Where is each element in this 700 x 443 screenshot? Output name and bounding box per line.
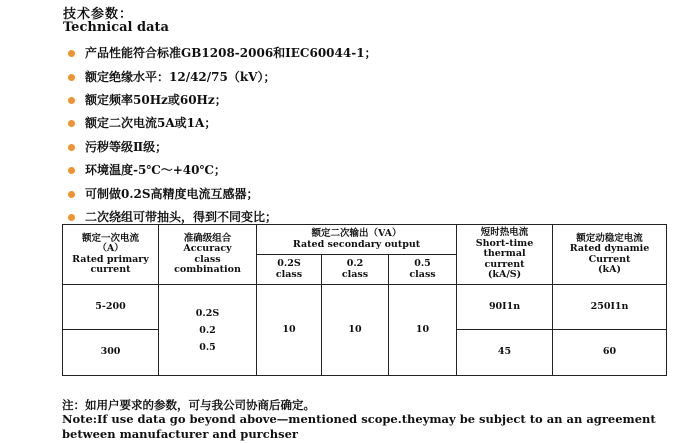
bullet-icon xyxy=(68,167,75,174)
spec-text: 二次绕组可带抽头，得到不同变比； xyxy=(85,209,278,224)
cell-thermal-current: 90I1n xyxy=(457,285,553,330)
header-text: Rated secondary output xyxy=(292,238,421,250)
accuracy-value: 0.2S xyxy=(195,307,220,319)
bullet-icon xyxy=(68,191,75,198)
cell-accuracy-combination xyxy=(159,285,257,376)
header-text: Current xyxy=(588,253,631,265)
heading-en: Technical data xyxy=(63,20,169,35)
header-accuracy-class xyxy=(159,225,257,285)
spec-text: 额定二次电流5A或1A； xyxy=(85,116,217,131)
subheader-value: 0.5 xyxy=(414,258,431,269)
header-text: (kA) xyxy=(598,264,621,275)
subheader-0-2-class xyxy=(322,255,389,285)
subheader-0-5-class xyxy=(389,255,457,285)
cell-dynamic-current: 60 xyxy=(553,330,667,376)
spec-text: 额定频率50Hz或60Hz； xyxy=(85,92,227,107)
header-text: Rated primary xyxy=(72,253,149,265)
header-text: current xyxy=(484,258,525,270)
spec-table xyxy=(62,224,667,376)
header-text: Accuracy xyxy=(183,243,232,254)
header-text: combination xyxy=(174,264,241,275)
cell-thermal-current: 45 xyxy=(457,330,553,376)
header-text: Rated dynamie xyxy=(569,243,650,254)
cell-output-0-2s: 10 xyxy=(257,285,322,376)
header-text: 额定一次电流 xyxy=(81,232,139,244)
header-secondary-output xyxy=(257,225,457,255)
cell-output-0-2: 10 xyxy=(322,285,389,376)
subheader-value: 0.2S xyxy=(277,258,301,269)
header-text: （A） xyxy=(97,243,124,254)
spec-item xyxy=(68,182,377,205)
spec-item xyxy=(68,65,377,88)
header-text: current xyxy=(90,264,131,275)
spec-item xyxy=(68,42,377,65)
spec-list xyxy=(68,42,377,229)
subheader-value: 0.2 xyxy=(346,258,364,269)
bullet-icon xyxy=(68,214,75,221)
bullet-icon xyxy=(68,74,75,81)
header-dynamic-current xyxy=(553,225,667,285)
accuracy-value: 0.5 xyxy=(199,341,216,353)
cell-dynamic-current: 250I1n xyxy=(553,285,667,330)
cell-primary-current: 5-200 xyxy=(63,285,159,330)
bullet-icon xyxy=(68,50,75,57)
spec-text: 产品性能符合标准GB1208-2006和IEC60044-1； xyxy=(85,46,377,61)
cell-output-0-5: 10 xyxy=(389,285,457,376)
header-text: 短时热电流 xyxy=(480,227,529,239)
bullet-icon xyxy=(68,97,75,104)
header-text: 额定二次输出（VA） xyxy=(311,228,402,239)
header-text: class xyxy=(194,253,221,265)
header-text: (kA/S) xyxy=(487,269,522,281)
subheader-0-2s-class xyxy=(257,255,322,285)
accuracy-value: 0.2 xyxy=(199,324,216,336)
note-en: Note:If use data go beyond above—mentioned scope.theymay be subject to an an agreement between manufacturer and purchser xyxy=(62,412,656,441)
subheader-label: class xyxy=(275,268,303,280)
heading-cn: 技术参数： xyxy=(63,7,134,22)
spec-item xyxy=(68,89,377,112)
header-thermal-current xyxy=(457,225,553,285)
spec-item xyxy=(68,112,377,135)
spec-text: 额定绝缘水平：12/42/75（kV）； xyxy=(85,69,276,84)
subheader-label: class xyxy=(341,268,369,280)
spec-item xyxy=(68,136,377,159)
bullet-icon xyxy=(68,144,75,151)
header-text: 准确级组合 xyxy=(183,232,232,244)
header-text: Short-time xyxy=(475,237,534,249)
subheader-label: class xyxy=(409,268,436,280)
bullet-icon xyxy=(68,120,75,127)
note-cn: 注：如用户要求的参数，可与我公司协商后确定。 xyxy=(62,398,315,412)
spec-text: 污秽等级Ⅱ级； xyxy=(85,139,168,154)
header-text: thermal xyxy=(483,248,526,260)
spec-text: 可制做0.2S高精度电流互感器； xyxy=(85,186,259,201)
cell-primary-current: 300 xyxy=(63,330,159,376)
spec-item xyxy=(68,159,377,182)
header-primary-current xyxy=(63,225,159,285)
header-text: 额定动稳定电流 xyxy=(576,232,643,244)
spec-text: 环境温度-5℃～+40℃； xyxy=(85,163,226,178)
